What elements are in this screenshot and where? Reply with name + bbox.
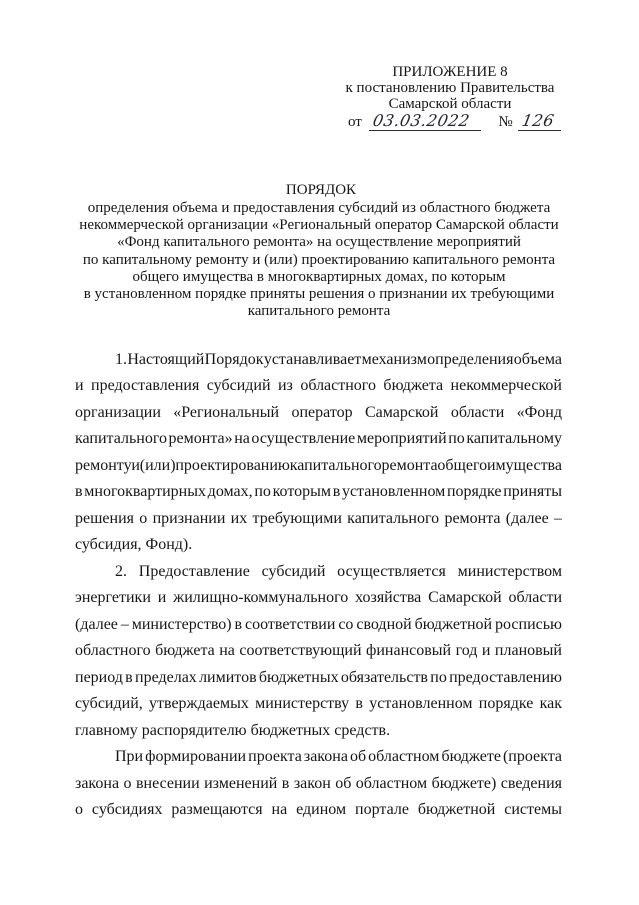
number-field bbox=[518, 111, 561, 131]
document-body bbox=[75, 347, 562, 824]
body-line: 2. Предоставление субсидий осуществляется министерством bbox=[115, 562, 562, 580]
body-line: 1. Настоящий Порядок устанавливает механизм определения объема bbox=[115, 350, 562, 368]
body-line: главному распорядителю бюджетных средств. bbox=[75, 721, 391, 739]
date-field bbox=[369, 111, 481, 131]
subtitle-line: «Фонд капитального ремонта» на осуществление мероприятий bbox=[117, 234, 521, 251]
body-line: закона о внесении изменений в закон об областном бюджете) сведения bbox=[75, 774, 562, 792]
paragraph-3 bbox=[75, 744, 562, 824]
number-sign: № bbox=[498, 114, 513, 130]
body-line: областного бюджета на соответствующий финансовый год и плановый bbox=[75, 642, 562, 660]
body-line: и предоставления субсидий из областного бюджета некоммерческой bbox=[75, 377, 562, 395]
subtitle-line: по капитальному ремонту и (или) проектированию капитального ремонта bbox=[82, 251, 556, 268]
body-line: При формировании проекта закона об областном бюджете (проекта bbox=[115, 748, 562, 766]
appendix-title: ПРИЛОЖЕНИЕ 8 bbox=[392, 64, 508, 80]
body-line: субсидий, утверждаемых министерству в установленном порядке как bbox=[75, 695, 562, 713]
appendix-header bbox=[340, 64, 560, 112]
subtitle-line: некоммерческой организации «Региональный оператор Самарской области bbox=[79, 217, 559, 234]
body-line: капитального ремонта» на осуществление мероприятий по капитальному bbox=[75, 430, 562, 448]
body-line: энергетики и жилищно-коммунального хозяйства Самарской области bbox=[75, 589, 562, 607]
body-line: ремонту и (или) проектированию капитального ремонта общего имущества bbox=[75, 456, 562, 474]
subtitle-line: в установленном порядке приняты решения о признании их требующими bbox=[83, 285, 555, 302]
body-line: решения о признании их требующими капитального ремонта (далее – bbox=[75, 509, 562, 527]
date-prefix: от bbox=[348, 114, 362, 130]
handwritten-number: 126 bbox=[520, 111, 557, 130]
subtitle-line: определения объема и предоставления субсидий из областного бюджета bbox=[87, 200, 551, 216]
body-line: (далее – министерство) в соответствии со сводной бюджетной росписью bbox=[75, 615, 562, 633]
subtitle-line: капитального ремонта bbox=[247, 303, 391, 320]
paragraph-2 bbox=[75, 559, 562, 745]
body-line: в многоквартирных домах, по которым в установленном порядке приняты bbox=[75, 483, 562, 501]
document-subtitle bbox=[40, 200, 598, 320]
body-line: о субсидиях размещаются на едином портале бюджетной системы bbox=[75, 801, 562, 819]
paragraph-1 bbox=[75, 347, 562, 559]
handwritten-date: 03.03.2022 bbox=[371, 111, 471, 130]
appendix-date-number-row bbox=[348, 111, 558, 133]
subtitle-line: общего имущества в многоквартирных домах, по которым bbox=[132, 268, 506, 285]
body-line: субсидия, Фонд). bbox=[75, 536, 193, 554]
document-title: ПОРЯДОК bbox=[285, 182, 357, 198]
appendix-region-line: Самарской области bbox=[388, 96, 512, 112]
body-line: организации «Региональный оператор Самарской области «Фонд bbox=[75, 403, 562, 421]
body-line: период в пределах лимитов бюджетных обязательств по предоставлению bbox=[75, 668, 562, 686]
appendix-reference-line: к постановлению Правительства bbox=[345, 80, 555, 96]
